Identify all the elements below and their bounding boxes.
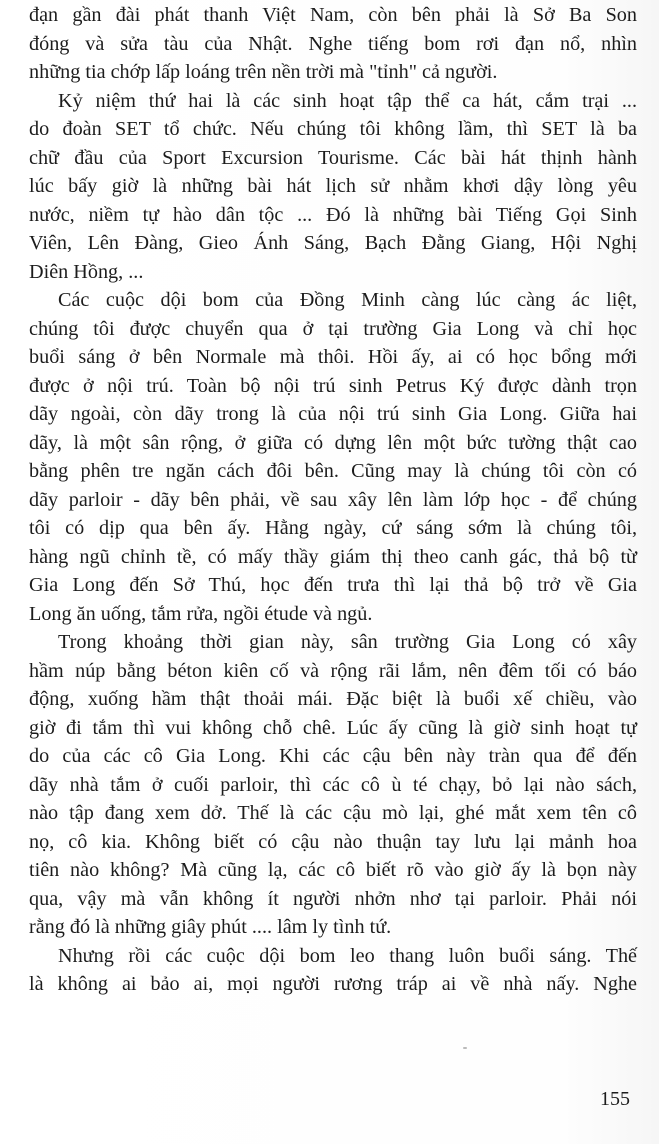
text-line: dãy ngoài, còn dãy trong là của nội trú sinh Gia Long. Giữa hai	[29, 403, 637, 425]
text-line: buổi sáng ở bên Normale mà thôi. Hồi ấy, ai có học bổng mới	[29, 346, 637, 368]
text-line: động, xuống hầm thật thoải mái. Đặc biệt là buổi xế chiều, vào	[29, 688, 637, 710]
text-line: Gia Long đến Sở Thú, học đến trưa thì lại thả bộ trở về Gia	[29, 574, 637, 596]
text-line: đóng và sửa tàu của Nhật. Nghe tiếng bom rơi đạn nổ, nhìn	[29, 32, 637, 55]
text-line: do đoàn SET tổ chức. Nếu chúng tôi không lầm, thì SET là ba	[29, 118, 637, 140]
text-line: tiên nào không? Mà cũng lạ, các cô biết rõ vào giờ ấy là bọn này	[29, 859, 637, 881]
text-line: hầm núp bằng béton kiên cố và rộng rãi lắm, nên đêm tối có báo	[29, 659, 637, 682]
text-line: chữ đầu của Sport Excursion Tourisme. Các bài hát thịnh hành	[29, 146, 637, 169]
paragraph-3	[29, 286, 637, 628]
text-line: do của các cô Gia Long. Khi các cậu bên này tràn qua để đến	[29, 745, 637, 767]
text-line: tôi có dịp qua bên ấy. Hằng ngày, cứ sáng sớm là chúng tôi,	[29, 517, 637, 539]
text-line: rằng đó là những giây phút .... lâm ly tình tứ.	[29, 916, 392, 938]
text-line: hàng ngũ chỉnh tề, có mấy thầy giám thị theo canh gác, thả bộ từ	[29, 545, 637, 568]
scan-speck	[463, 1047, 467, 1049]
text-line: nước, niềm tự hào dân tộc ... Đó là những bài Tiếng Gọi Sinh	[29, 203, 637, 226]
text-line: Nhưng rồi các cuộc dội bom leo thang luôn buổi sáng. Thế	[58, 944, 637, 967]
text-line: Diên Hồng, ...	[29, 260, 144, 283]
text-line: nào tập đang xem dở. Thế là các cậu mò lại, ghé mắt xem tên cô	[29, 802, 637, 824]
text-line: đạn gần đài phát thanh Việt Nam, còn bên phải là Sở Ba Son	[29, 4, 637, 26]
text-line: chúng tôi được chuyển qua ở tại trường Gia Long và chỉ học	[29, 317, 637, 340]
paragraph-1	[29, 1, 637, 87]
text-line: Kỷ niệm thứ hai là các sinh hoạt tập thể ca hát, cắm trại ...	[58, 89, 637, 112]
text-line: Long ăn uống, tắm rửa, ngồi étude và ngủ.	[29, 602, 373, 625]
text-line: giờ đi tắm thì vui không chỗ chê. Lúc ấy cũng là giờ sinh hoạt tự	[29, 716, 637, 739]
text-line: qua, vậy mà vẫn không ít người nhởn nhơ tại parloir. Phải nói	[29, 887, 637, 910]
text-line: dãy parloir - dãy bên phải, về sau xây lên làm lớp học - để chúng	[29, 488, 637, 511]
text-line: Viên, Lên Đàng, Gieo Ánh Sáng, Bạch Đằng Giang, Hội Nghị	[29, 232, 637, 254]
text-line: được ở nội trú. Toàn bộ nội trú sinh Petrus Ký được dành trọn	[29, 374, 637, 397]
text-line: lúc bấy giờ là những bài hát lịch sử nhằm khơi dậy lòng yêu	[29, 175, 637, 197]
text-line: dãy nhà tắm ở cuối parloir, thì các cô ù té chạy, bỏ lại nào sách,	[29, 773, 637, 796]
paragraph-2	[29, 87, 637, 287]
text-line: bằng phên tre ngăn cách đôi bên. Cũng may là chúng tôi còn có	[29, 460, 637, 482]
paragraph-5	[29, 942, 637, 999]
text-line: nọ, cô kia. Không biết có cậu nào thuận tay lưu lại mảnh hoa	[29, 830, 637, 853]
text-line: những tia chớp lấp loáng trên nền trời mà "tỉnh" cả người.	[29, 61, 498, 83]
page-number: 155	[600, 1088, 630, 1110]
text-line: Các cuộc dội bom của Đồng Minh càng lúc càng ác liệt,	[58, 289, 637, 311]
page-body	[29, 1, 637, 999]
text-line: dãy, là một sân rộng, ở giữa có dựng lên một bức tường thật cao	[29, 431, 637, 454]
paragraph-4	[29, 628, 637, 942]
text-line: Trong khoảng thời gian này, sân trường Gia Long có xây	[58, 631, 637, 653]
text-line: là không ai bảo ai, mọi người rương tráp ai về nhà nấy. Nghe	[29, 973, 637, 995]
